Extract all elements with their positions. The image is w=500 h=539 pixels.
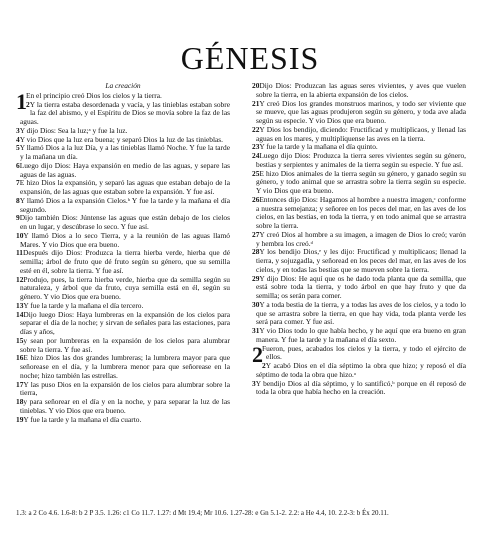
verse-text: Entonces dijo Dios: Hagamos al hombre a nuestra imagen,ᶜ conforme a nuestra semejanza; y señoree en los peces del mar, en las aves de los cielos, en las bestias, en toda la tierra, y en todo animal que se arrastra sobre la tierra. xyxy=(256,194,466,230)
verse-number: 16 xyxy=(16,353,24,363)
verse-number: 2 xyxy=(262,361,266,370)
verse xyxy=(16,162,230,180)
verse-text: y sean por lumbreras en la expansión de los cielos para alumbrar sobre la tierra. Y fue así. xyxy=(20,335,230,354)
verse xyxy=(16,214,230,232)
verse xyxy=(252,327,466,345)
verse-number: 23 xyxy=(252,142,260,152)
verse-text: Y vio Dios todo lo que había hecho, y he aquí que era bueno en gran manera. Y fue la tarde y la mañana el día sexto. xyxy=(256,326,466,344)
verse-text: Y los bendijo Dios,ᵉ y les dijo: Fructificad y multiplicaos; llenad la tierra, y sojuzgadla, y señoread en los peces del mar, en las aves de los cielos, y en todas las bestias que se mueven sobre la tierra. xyxy=(256,247,466,274)
verse-text: E hizo Dios animales de la tierra según su género, y ganado según su género, y todo animal que se arrastra sobre la tierra según su especie. Y vio Dios que era bueno. xyxy=(256,168,466,195)
verse-text: Y llamó Dios a la expansión Cielos.ᵇ Y fue la tarde y la mañana el día segundo. xyxy=(19,195,230,214)
verse-number: 17 xyxy=(16,379,24,389)
verse-text: Y creó Dios los grandes monstruos marinos, y todo ser viviente que se mueve, que las aguas produjeron según su género, y toda ave alada según su especie. Y vio Dios que era bueno. xyxy=(256,98,466,125)
verse xyxy=(252,380,466,398)
verse xyxy=(252,126,466,144)
verse-number: 30 xyxy=(252,299,260,309)
verse-text: En el principio creó Dios los cielos y la tierra. xyxy=(26,90,162,100)
verse-number: 15 xyxy=(16,335,24,345)
verse-number: 21 xyxy=(252,98,260,108)
verse-number: 20 xyxy=(252,81,260,90)
verse-number: 11 xyxy=(16,248,23,258)
verse-number: 19 xyxy=(16,414,24,424)
verse xyxy=(252,248,466,274)
verse-number: 22 xyxy=(252,124,260,134)
verse-number: 26 xyxy=(252,194,260,204)
verse-number: 27 xyxy=(252,229,260,239)
verse-text: Y creó Dios al hombre a su imagen, a imagen de Dios lo creó; varón y hembra los creó.ᵈ xyxy=(256,229,466,248)
verse xyxy=(16,144,230,162)
verse-text: Y bendijo Dios al día séptimo, y lo santificó,ᵇ porque en él reposó de toda la obra que había hecho en la creación. xyxy=(255,378,466,397)
verse-number: 31 xyxy=(252,326,260,335)
footnotes: 1.3: a 2 Co 4.6. 1.6-8: b 2 P 3.5. 1.26: c1 Co 11.7. 1.27: d Mt 19.4; Mr 10.6. 1.27-28: e Gn 5.1-2. 2.2: a He 4.4, 10. 2.2-3: b Éx 20.11. xyxy=(16,509,389,517)
verse-text: Dijo Dios: Produzcan las aguas seres vivientes, y aves que vuelen sobre la tierra, en la abierta expansión de los cielos. xyxy=(256,81,466,99)
verse xyxy=(16,249,230,275)
verse-text: Y fue la tarde y la mañana el día tercero. xyxy=(23,300,144,310)
verse xyxy=(252,231,466,249)
verse-number: 14 xyxy=(16,309,24,319)
verse xyxy=(16,398,230,416)
verse-text: Dijo luego Dios: Haya lumbreras en la expansión de los cielos para separar el día de la noche; y sirvan de señales para las estaciones, para días y años, xyxy=(20,309,230,336)
verse xyxy=(16,276,230,302)
verse-text: Y dijo Dios: He aquí que os he dado toda planta que da semilla, que está sobre toda la tierra, y todo árbol en que hay fruto y que da semilla; os serán para comer. xyxy=(256,273,466,300)
verse xyxy=(16,354,230,380)
verse-number: 25 xyxy=(252,168,260,178)
verse-number: 29 xyxy=(252,273,260,283)
verse-number: 13 xyxy=(16,300,24,310)
verse-text: E hizo Dios las dos grandes lumbreras; la lumbrera mayor para que señorease en el día, y la lumbrera menor para que señorease en la noche; hizo también las estrellas. xyxy=(20,353,230,380)
verse-text: Fueron, pues, acabados los cielos y la tierra, y todo el ejército de ellos. xyxy=(262,343,466,362)
verse-text: Después dijo Dios: Produzca la tierra hierba verde, hierba que dé semilla; árbol de fruto que dé fruto según su género, que su semilla esté en él, sobre la tierra. Y fue así. xyxy=(20,248,230,275)
verse-text: Y a toda bestia de la tierra, y a todas las aves de los cielos, y a todo lo que se arrastra sobre la tierra, en que hay vida, toda planta verde les será para comer. Y fue así. xyxy=(256,299,466,327)
verse-text: Y dijo Dios: Sea la luz;ᵃ y fue la luz. xyxy=(19,125,128,135)
verse xyxy=(16,197,230,215)
verse xyxy=(16,416,230,425)
verse xyxy=(16,381,230,399)
book-title: GÉNESIS xyxy=(180,40,320,76)
verse xyxy=(252,341,466,367)
verse xyxy=(252,170,466,196)
verse-text: Luego dijo Dios: Haya expansión en medio de las aguas, y separe las aguas de las aguas. xyxy=(19,160,230,179)
verse xyxy=(16,311,230,337)
verse-text: Dijo también Dios: Júntense las aguas que están debajo de los cielos en un lugar, y descúbrase lo seco. Y fue así. xyxy=(19,213,230,231)
left-column xyxy=(16,82,230,424)
verse-number: 18 xyxy=(16,397,24,406)
verse xyxy=(252,196,466,231)
verse-text: Y llamó Dios a lo seco Tierra, y a la reunión de las aguas llamó Mares. Y vio Dios que era bueno. xyxy=(20,230,230,249)
verse-number: 4 xyxy=(16,134,20,144)
verse xyxy=(16,179,230,197)
verse-text: y para señorear en el día y en la noche, y para separar la luz de las tinieblas. Y vio Dios que era bueno. xyxy=(20,397,230,415)
verse-number: 3 xyxy=(252,378,256,388)
verse-text: Y vio Dios que la luz era buena; y separó Dios la luz de las tinieblas. xyxy=(19,134,224,144)
verse-number: 28 xyxy=(252,247,260,257)
verse-number: 10 xyxy=(16,230,24,240)
verse-text: Y las puso Dios en la expansión de los cielos para alumbrar sobre la tierra, xyxy=(20,379,230,398)
verse-text: Luego dijo Dios: Produzca la tierra seres vivientes según su género, bestias y serpientes y animales de la tierra según su especie. Y fue así. xyxy=(256,151,466,169)
verse-number: 6 xyxy=(16,160,20,170)
chapter-number: 1 xyxy=(16,88,27,114)
verse-number: 8 xyxy=(16,195,20,205)
verse xyxy=(16,101,230,127)
verse xyxy=(16,337,230,355)
verse xyxy=(252,275,466,301)
verse-text: Produjo, pues, la tierra hierba verde, hierba que da semilla según su naturaleza, y árbol que da fruto, cuya semilla está en él, según su género. Y vio Dios que era bueno. xyxy=(20,274,230,301)
verse-text: Y llamó Dios a la luz Día, y a las tinieblas llamó Noche. Y fue la tarde y la mañana un día. xyxy=(19,143,230,161)
section-heading: La creación xyxy=(105,81,141,90)
right-column xyxy=(252,82,466,397)
verse-number: 3 xyxy=(16,125,20,135)
verse xyxy=(252,152,466,170)
verse-text: Y la tierra estaba desordenada y vacía, y las tinieblas estaban sobre la faz del abismo, y el Espíritu de Dios se movía sobre la faz de las aguas. xyxy=(20,99,230,126)
verse xyxy=(252,100,466,126)
verse-number: 24 xyxy=(252,151,260,160)
verse-number: 7 xyxy=(16,178,20,188)
verse xyxy=(252,301,466,327)
verse-text: Y Dios los bendijo, diciendo: Fructificad y multiplicaos, y llenad las aguas en los mares, y multiplíquense las aves en la tierra. xyxy=(256,124,466,143)
verse-number: 12 xyxy=(16,274,24,284)
verse-number: 5 xyxy=(16,143,20,153)
chapter-number: 2 xyxy=(252,341,263,367)
verse-text: Y acabó Dios en el día séptimo la obra que hizo; y reposó el día séptimo de toda la obra que hizo.ᵃ xyxy=(256,361,466,379)
verse xyxy=(252,362,466,380)
verse xyxy=(16,232,230,250)
verse-number: 9 xyxy=(16,213,20,223)
verse-text: E hizo Dios la expansión, y separó las aguas que estaban debajo de la expansión, de las aguas que estaban sobre la expansión. Y fue así. xyxy=(19,178,230,196)
verse-number: 2 xyxy=(26,99,30,109)
verse xyxy=(252,82,466,100)
verse-text: Y fue la tarde y la mañana el día quinto. xyxy=(259,142,378,152)
verse-text: Y fue la tarde y la mañana el día cuarto. xyxy=(23,414,142,424)
